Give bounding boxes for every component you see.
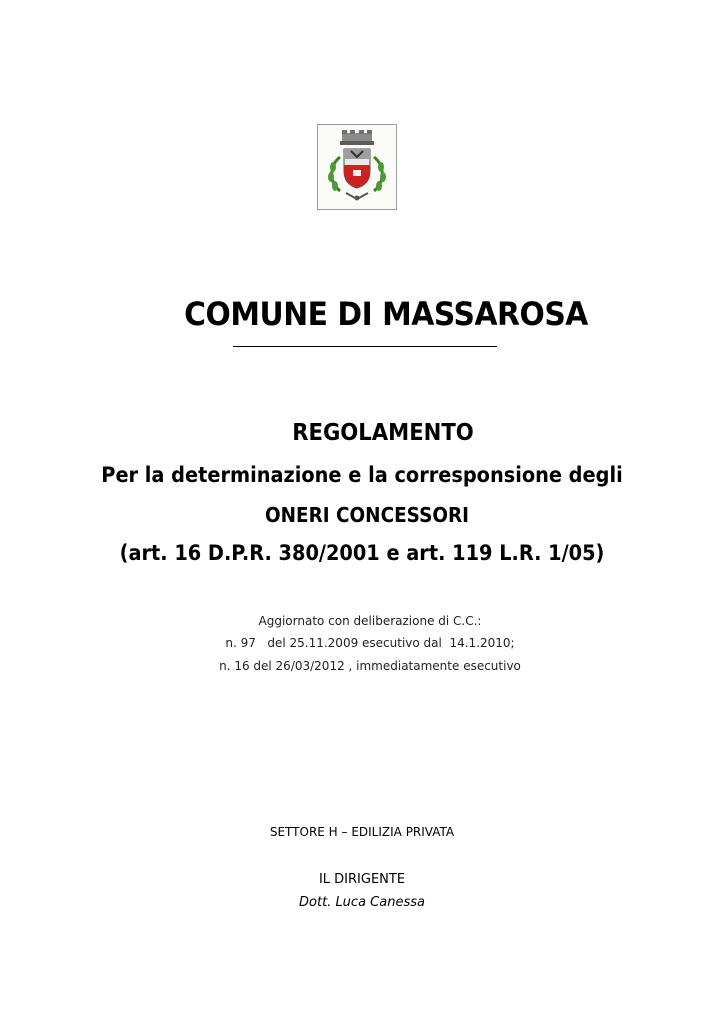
sector-label: SETTORE H – EDILIZIA PRIVATA <box>269 825 455 839</box>
update-note-deliberation-2: n. 16 del 26/03/2012 , immediatamente esecutivo <box>219 659 521 673</box>
document-subject-heading: ONERI CONCESSORI <box>265 503 469 527</box>
crest-emblem-icon <box>318 125 396 209</box>
document-subtitle: Per la determinazione e la corresponsione degli <box>101 463 623 487</box>
update-note-intro: Aggiornato con deliberazione di C.C.: <box>258 614 482 628</box>
signatory-role: IL DIRIGENTE <box>318 872 406 887</box>
document-type-heading: REGOLAMENTO <box>292 420 474 446</box>
update-note-deliberation-1: n. 97 del 25.11.2009 esecutivo dal 14.1.2010; <box>225 636 515 650</box>
coat-of-arms-logo <box>317 124 397 210</box>
legal-references: (art. 16 D.P.R. 380/2001 e art. 119 L.R. 1/05) <box>119 541 605 565</box>
title-divider <box>233 346 497 347</box>
signatory-name: Dott. Luca Canessa <box>299 895 425 910</box>
page-title: COMUNE DI MASSAROSA <box>184 295 588 333</box>
